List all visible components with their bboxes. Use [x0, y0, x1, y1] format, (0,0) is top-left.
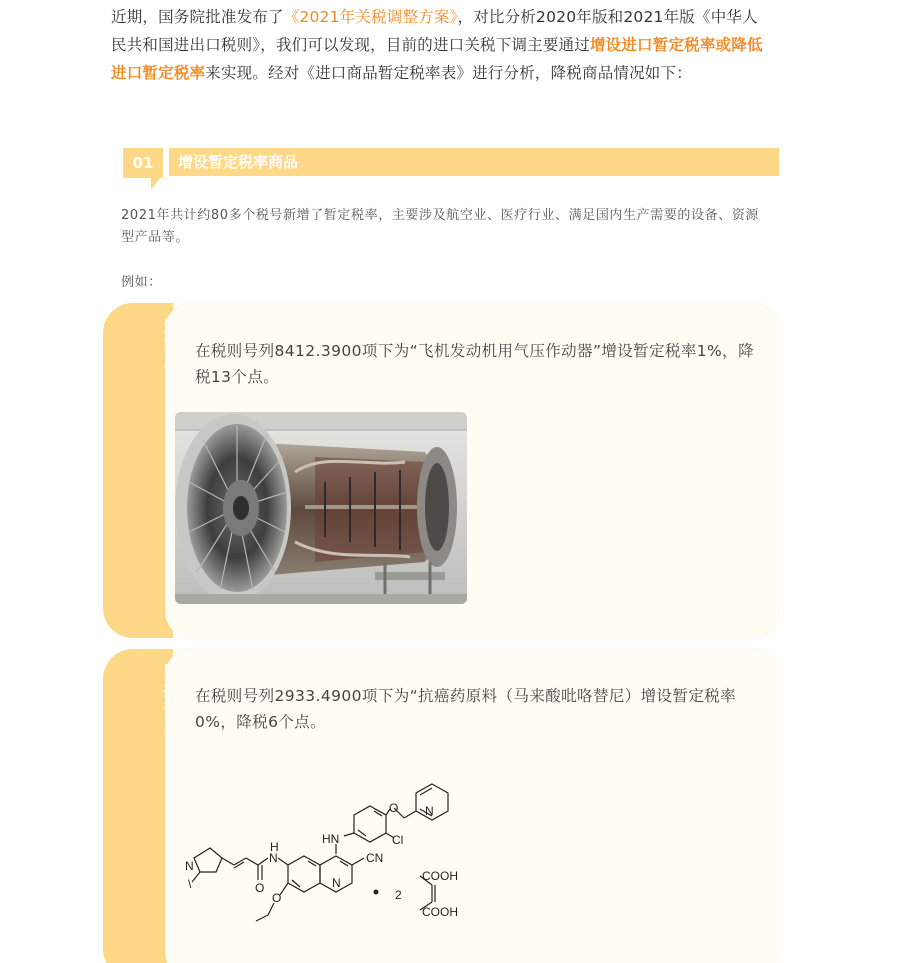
section-title: 增设暂定税率商品: [169, 148, 779, 176]
intro-text-3: 来实现。经对《进口商品暂定税率表》进行分析，降税商品情况如下：: [205, 64, 692, 82]
section-number-tail: [151, 178, 160, 190]
card-text-medical: 在税则号列2933.4900项下为“抗癌药原料（马来酸吡咯替尼）增设暂定税率0%，降税6个点。: [195, 687, 737, 731]
multiplier-label: 2: [395, 888, 402, 902]
ethoxy-o-label: O: [272, 891, 282, 905]
ether-oxygen-label: O: [389, 801, 399, 815]
intro-text-1: 近期，国务院批准发布了: [111, 8, 284, 26]
pyrotinib-structure-diagram: [170, 770, 480, 935]
pyridine-n-label: N: [425, 804, 434, 818]
example-label: 例如：: [121, 275, 162, 290]
intro-paragraph: [111, 3, 771, 87]
card-tab-aviation: [103, 303, 173, 638]
amide-n-label: N: [269, 851, 278, 865]
cyano-label: CN: [366, 851, 384, 865]
jet-engine-image: [175, 412, 467, 604]
intro-highlight: 增设进口暂定税率或降低进口暂定税率: [111, 36, 763, 82]
amide-h-label: H: [270, 840, 279, 854]
section-header: [123, 148, 779, 178]
section-number: 01: [123, 148, 163, 178]
policy-link[interactable]: 《2021年关税调整方案》: [283, 8, 458, 26]
intro-text-2: ，对比分析2020年版和2021年版《中华人民共和国进出口税则》，我们可以发现，目前的进口关税下调主要通过: [111, 8, 758, 54]
quinoline-n-label: N: [332, 876, 341, 890]
card-text-aviation: 在税则号列8412.3900项下为“飞机发动机用气压作动器”增设暂定税率1%，降税13个点。: [195, 342, 754, 386]
salt-dot: [374, 890, 379, 895]
cooh-top-label: COOH: [422, 869, 458, 883]
carbonyl-o-label: O: [255, 881, 265, 895]
pyrrolidine-n-label: N: [185, 859, 194, 873]
card-tab-medical: [103, 649, 173, 963]
methyl-label: \: [188, 877, 192, 891]
chlorine-label: Cl: [392, 833, 404, 847]
nh-label: HN: [322, 832, 340, 846]
section-description: 2021年共计约80多个税号新增了暂定税率，主要涉及航空业、医疗行业、满足国内生产需要的设备、资源型产品等。: [121, 208, 760, 245]
cooh-bottom-label: COOH: [422, 905, 458, 919]
